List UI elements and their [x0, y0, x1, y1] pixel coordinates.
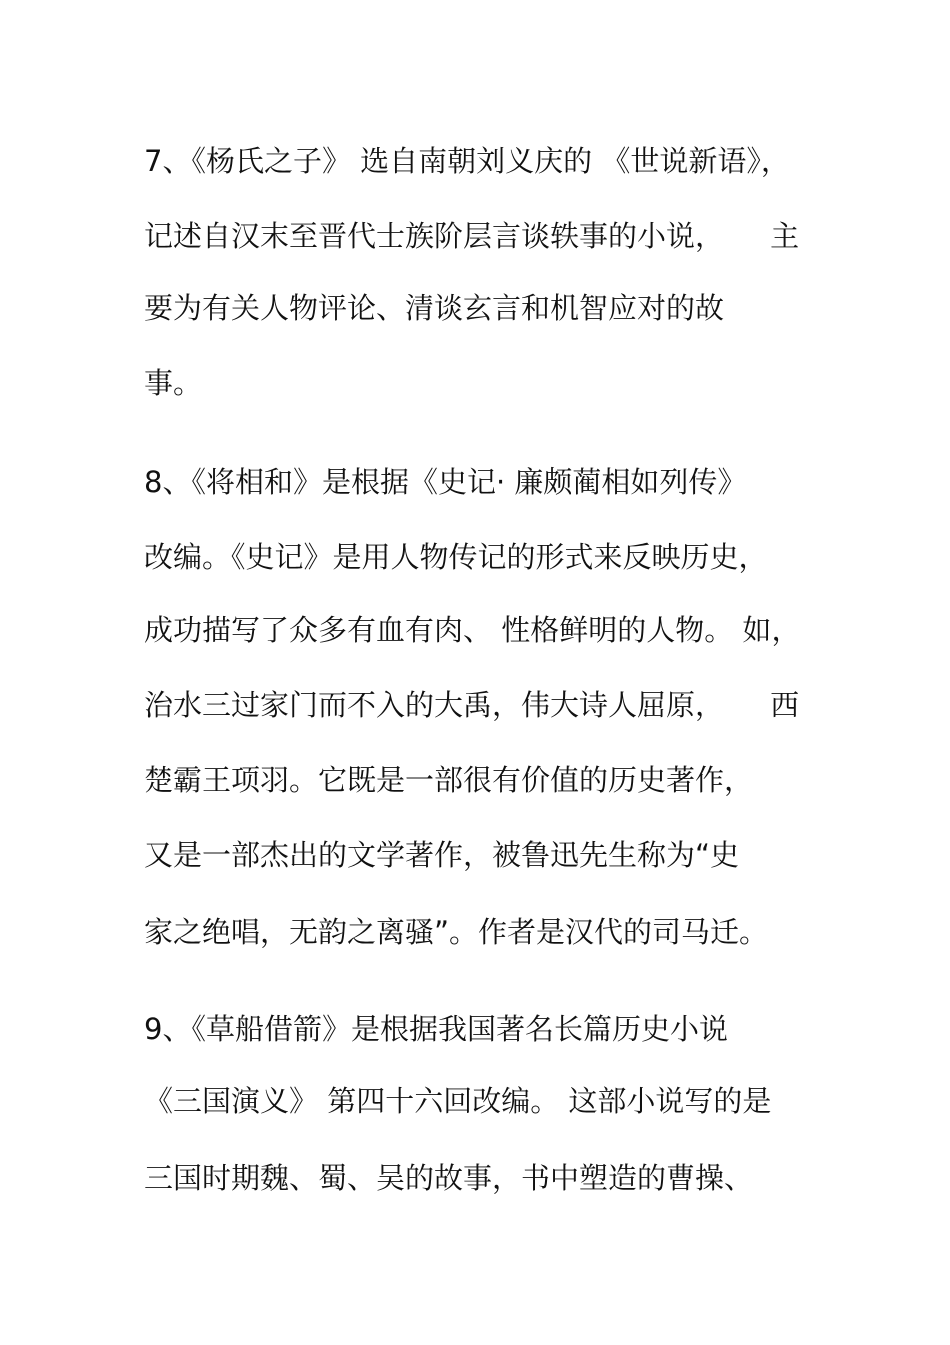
paragraph-9-line-1: 9、《草船借箭》是根据我国著名长篇历史小说: [144, 1012, 728, 1046]
paragraph-8-line-1: 8、《将相和》是根据《史记· 廉颇蔺相如列传》: [144, 465, 747, 499]
paragraph-9-line-2: 《三国演义》 第四十六回改编。 这部小说写的是: [144, 1084, 772, 1118]
paragraph-8-line-3: 成功描写了众多有血有肉、 性格鲜明的人物。 如，: [144, 613, 801, 647]
paragraph-7-line-2: 记述自汉末至晋代士族阶层言谈轶事的小说， 主: [144, 219, 800, 253]
paragraph-7-line-3: 要为有关人物评论、清谈玄言和机智应对的故: [144, 291, 725, 325]
paragraph-8-line-5: 楚霸王项羽。它既是一部很有价值的历史著作，: [144, 763, 754, 797]
paragraph-8-line-4: 治水三过家门而不入的大禹，伟大诗人屈原， 西: [144, 688, 800, 722]
paragraph-7-line-4: 事。: [144, 366, 203, 400]
paragraph-8-line-7: 家之绝唱，无韵之离骚”。作者是汉代的司马迁。: [144, 915, 769, 949]
paragraph-8-line-6: 又是一部杰出的文学著作，被鲁迅先生称为“史: [144, 838, 740, 872]
paragraph-9-line-3: 三国时期魏、蜀、吴的故事，书中塑造的曹操、: [144, 1161, 754, 1195]
paragraph-7-line-1: 7、《杨氏之子》 选自南朝刘义庆的 《世说新语》，: [144, 144, 790, 178]
paragraph-8-line-2: 改编。《史记》是用人物传记的形式来反映历史，: [144, 540, 768, 574]
